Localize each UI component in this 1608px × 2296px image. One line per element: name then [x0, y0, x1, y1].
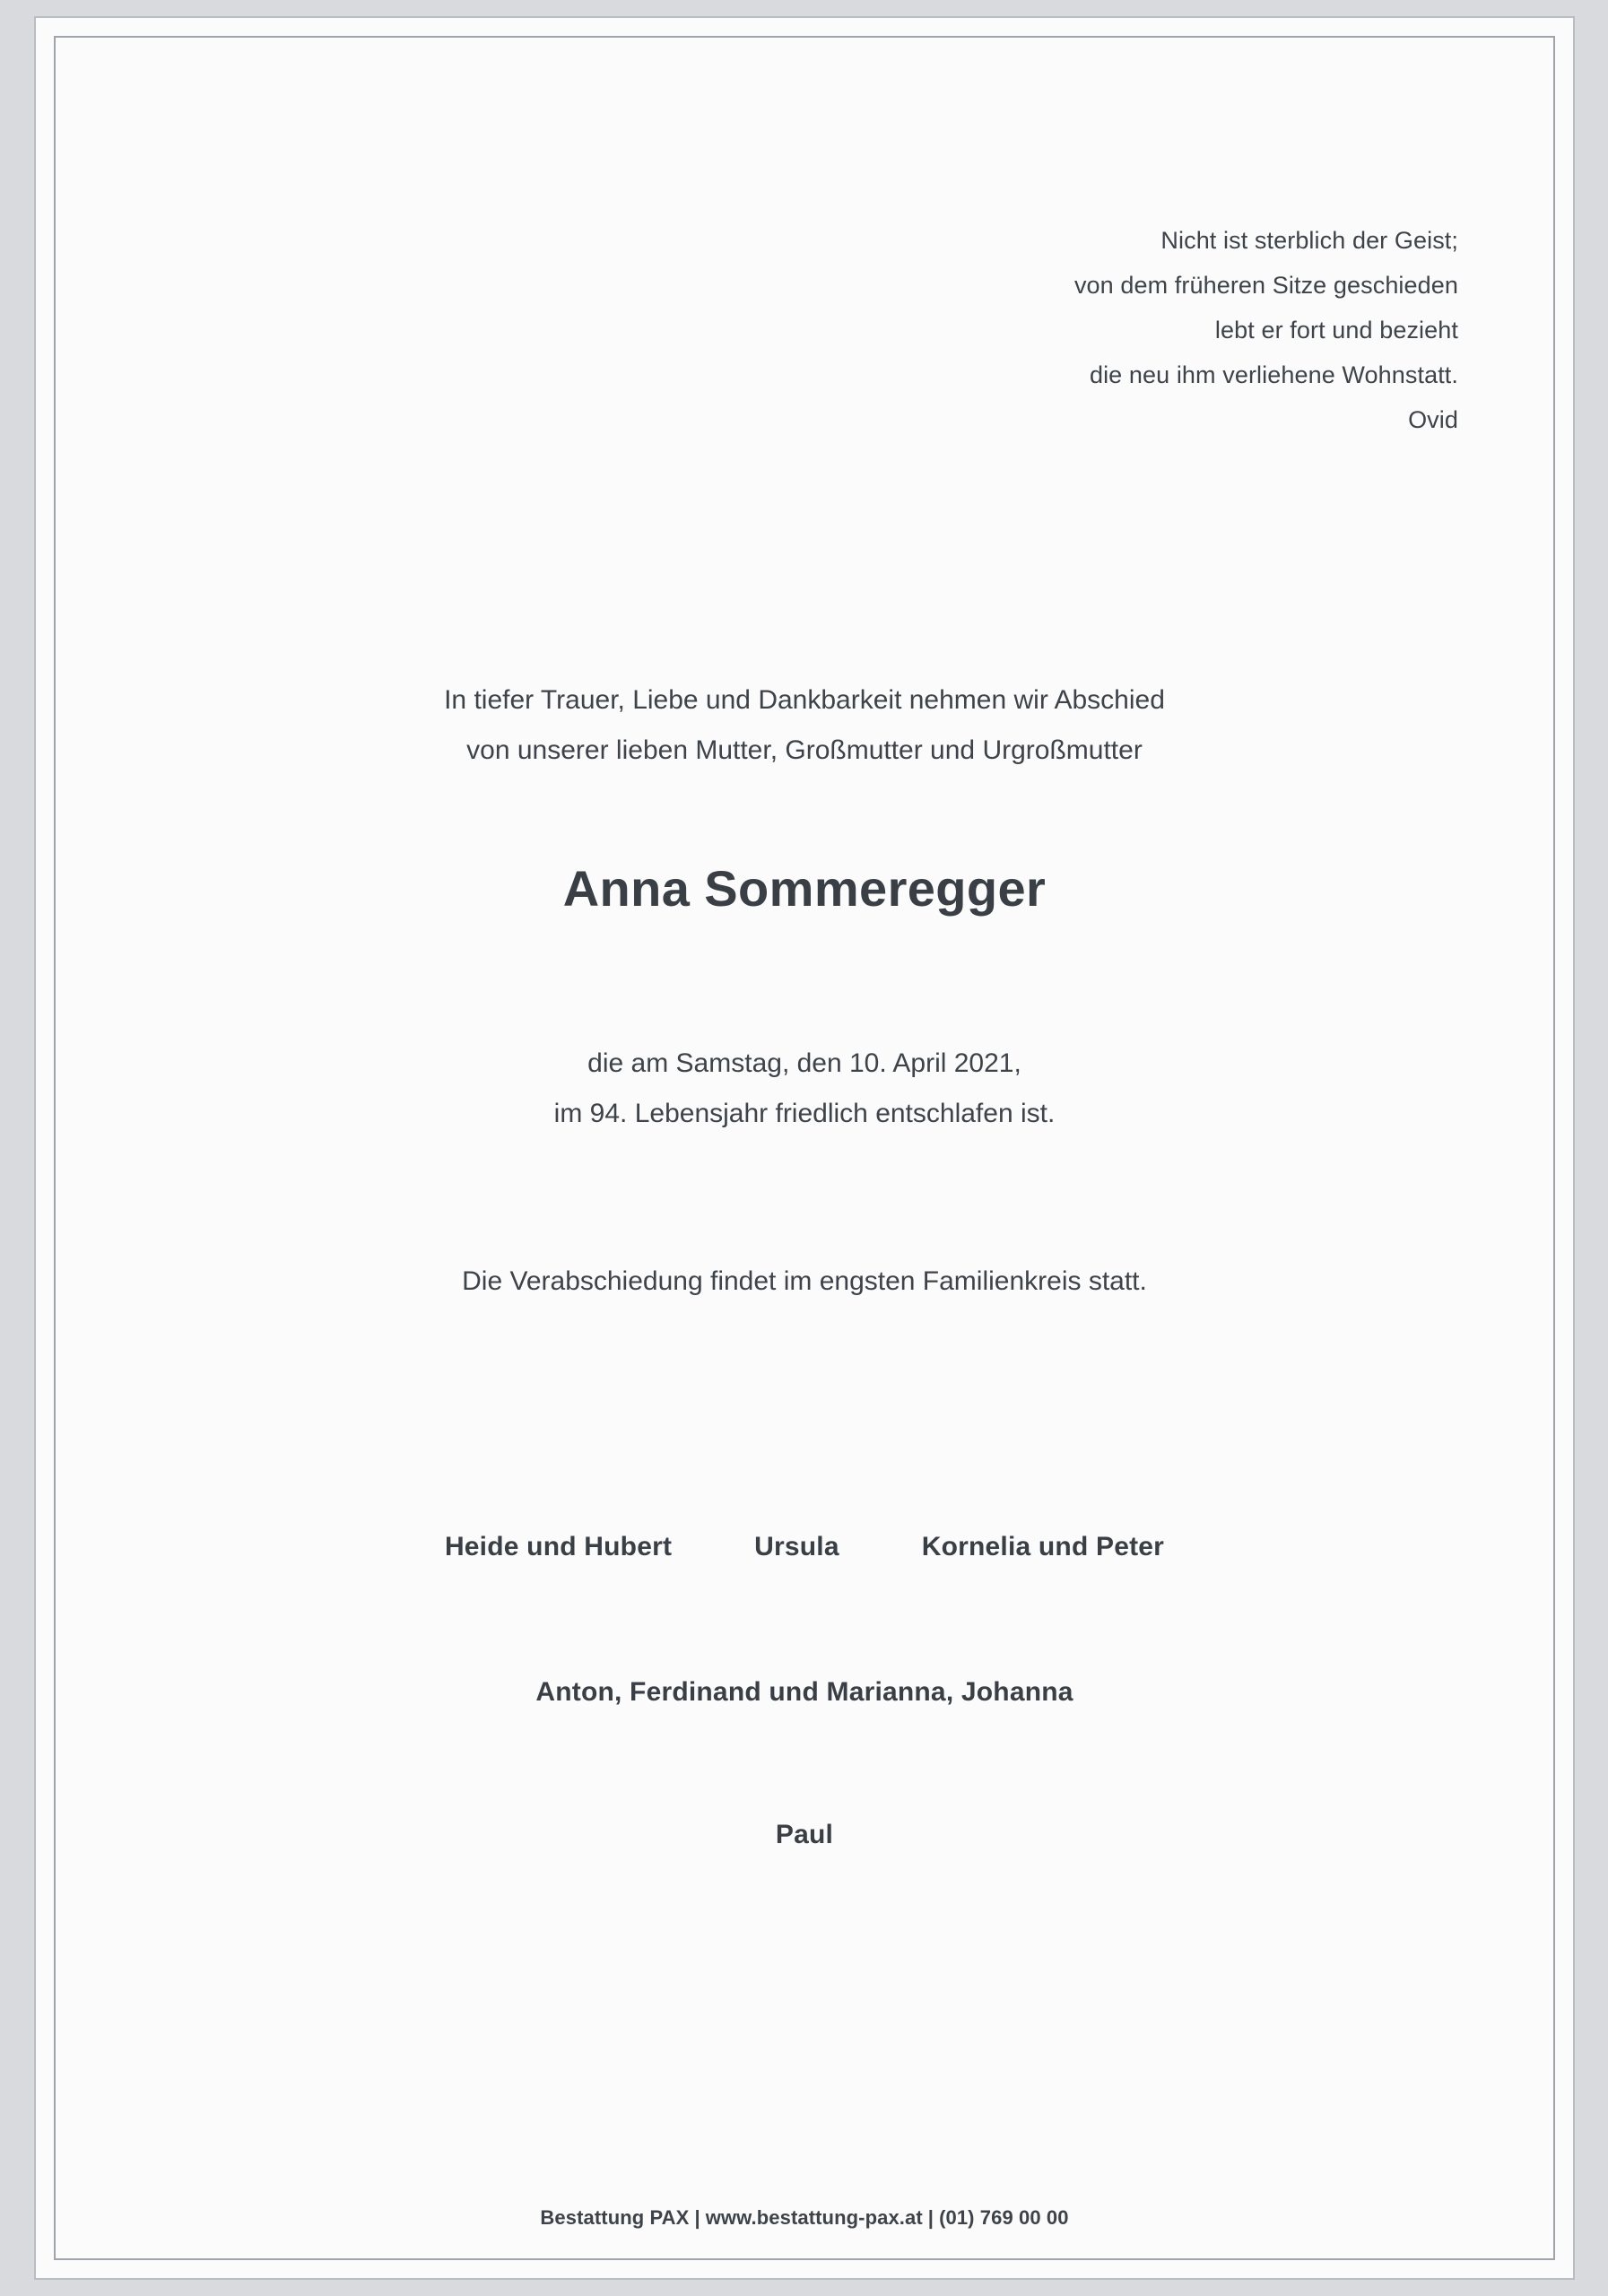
- quote-line-1: Nicht ist sterblich der Geist;: [1160, 227, 1458, 254]
- intro-line-1: In tiefer Trauer, Liebe und Dankbarkeit nehmen wir Abschied: [444, 685, 1165, 715]
- survivors-row-children: [34, 1532, 1575, 1562]
- survivor-name: Heide und Hubert: [444, 1532, 673, 1561]
- quote-author: Ovid: [1408, 406, 1458, 433]
- quote-line-3: lebt er fort und bezieht: [1214, 317, 1458, 344]
- death-info: [34, 1039, 1575, 1139]
- farewell-note: Die Verabschiedung findet im engsten Familienkreis statt.: [462, 1266, 1147, 1296]
- footer-website: www.bestattung-pax.at: [705, 2206, 923, 2229]
- death-age-line: im 94. Lebensjahr friedlich entschlafen ist.: [553, 1099, 1056, 1128]
- survivor-name: Ursula: [754, 1532, 839, 1561]
- survivors-row-greatgrandchild: Paul: [775, 1820, 834, 1849]
- footer-imprint: [34, 2206, 1575, 2230]
- deceased-name: Anna Sommeregger: [562, 860, 1047, 917]
- footer-separator: |: [927, 2206, 934, 2229]
- intro-text: [34, 675, 1575, 776]
- intro-line-2: von unserer lieben Mutter, Großmutter und Urgroßmutter: [466, 735, 1143, 765]
- death-date-line: die am Samstag, den 10. April 2021,: [587, 1048, 1021, 1078]
- footer-company: Bestattung PAX: [540, 2206, 690, 2229]
- survivors-row-grandchildren: Anton, Ferdinand und Marianna, Johanna: [535, 1677, 1073, 1707]
- footer-separator: |: [694, 2206, 700, 2229]
- memorial-card: [34, 16, 1575, 2280]
- footer-phone: (01) 769 00 00: [939, 2206, 1069, 2229]
- quote-line-4: die neu ihm verliehene Wohnstatt.: [1089, 361, 1458, 388]
- quote-line-2: von dem früheren Sitze geschieden: [1073, 272, 1458, 299]
- survivor-name: Kornelia und Peter: [921, 1532, 1165, 1561]
- quote-block: [795, 218, 1458, 442]
- survivors-block: [34, 1532, 1575, 1850]
- card-content: [34, 16, 1575, 2280]
